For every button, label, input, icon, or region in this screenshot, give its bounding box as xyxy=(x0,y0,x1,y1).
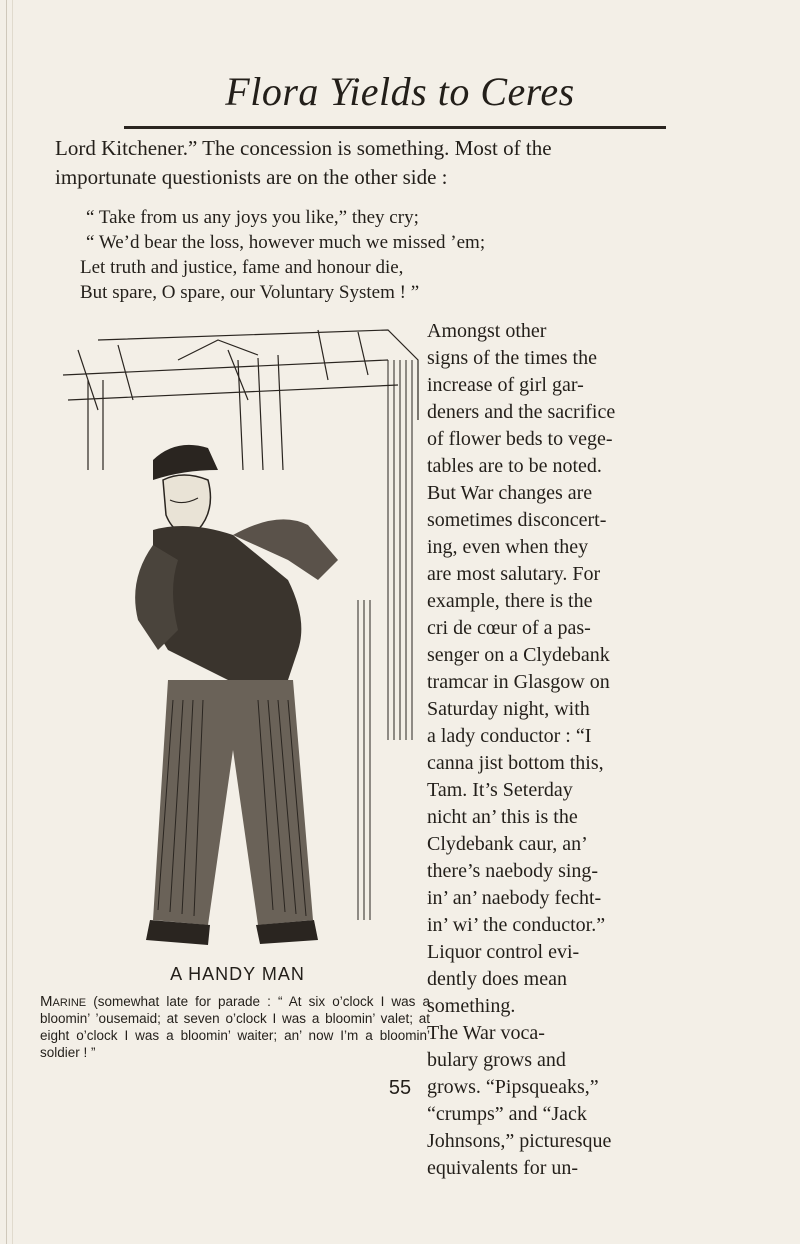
text-line: nicht an’ this is the xyxy=(427,806,578,828)
running-head: Flora Yields to Ceres xyxy=(225,69,575,114)
figure-caption xyxy=(40,993,430,1061)
verse-line: “ Take from us any joys you like,” they cry; xyxy=(86,207,419,228)
text-line: of flower beds to vege- xyxy=(427,428,613,450)
text-line: Lord Kitchener.” The concession is something. Most of the xyxy=(55,136,552,160)
text-line: something. xyxy=(427,995,516,1017)
text-line: The War voca- xyxy=(427,1022,545,1044)
text-line: Saturday night, with xyxy=(427,698,590,720)
caption-text: (somewhat late for parade : “ At six o’clock I was a bloomin’ ’ousemaid; at seven o’clock I was a bloomin’ valet; at eight o’clock I was a bloomin’ waiter; an’ now I’m a bloomin’ soldier ! ” xyxy=(40,994,430,1060)
caption-speaker: Marine xyxy=(40,993,87,1010)
text-line: in’ wi’ the conductor.” xyxy=(427,914,606,936)
header-rule xyxy=(124,126,666,129)
text-line: sometimes disconcert- xyxy=(427,509,607,531)
right-column-text xyxy=(427,318,763,1182)
text-line: Amongst other xyxy=(427,320,547,342)
text-line: importunate questionists are on the other side : xyxy=(55,165,448,189)
text-line: bulary grows and xyxy=(427,1049,566,1071)
text-line: cri de cœur of a pas- xyxy=(427,617,591,639)
verse-line: But spare, O spare, our Voluntary System ! ” xyxy=(80,282,420,303)
page-edge-line xyxy=(12,0,13,1244)
text-line: a lady conductor : “I xyxy=(427,725,592,747)
page-number: 55 xyxy=(388,1077,412,1099)
text-line: Clydebank caur, an’ xyxy=(427,833,588,855)
text-line: signs of the times the xyxy=(427,347,597,369)
verse-line: “ We’d bear the loss, however much we missed ’em; xyxy=(86,232,486,253)
cartoon-drawing xyxy=(58,320,422,958)
text-line: senger on a Clydebank xyxy=(427,644,610,666)
text-line: grows. “Pipsqueaks,” xyxy=(427,1076,599,1098)
text-line: equivalents for un- xyxy=(427,1157,579,1179)
figure-caption-title: A HANDY MAN xyxy=(170,964,305,984)
text-line: Liquor control evi- xyxy=(427,941,580,963)
verse-stanza xyxy=(80,205,740,305)
verse-line: Let truth and justice, fame and honour die, xyxy=(80,257,404,278)
text-line: there’s naebody sing- xyxy=(427,860,599,882)
paragraph-1 xyxy=(55,134,755,192)
text-line: are most salutary. For xyxy=(427,563,601,585)
text-line: example, there is the xyxy=(427,590,593,612)
text-line: tables are to be noted. xyxy=(427,455,602,477)
text-line: canna jist bottom this, xyxy=(427,752,604,774)
text-line: deners and the sacrifice xyxy=(427,401,616,423)
text-line: But War changes are xyxy=(427,482,593,504)
text-line: tramcar in Glasgow on xyxy=(427,671,610,693)
text-line: increase of girl gar- xyxy=(427,374,584,396)
illustration-marine-cartoon xyxy=(58,320,422,958)
text-line: Johnsons,” picturesque xyxy=(427,1130,612,1152)
page-edge-line xyxy=(6,0,7,1244)
text-line: Tam. It’s Seterday xyxy=(427,779,573,801)
text-line: in’ an’ naebody fecht- xyxy=(427,887,602,909)
text-line: ing, even when they xyxy=(427,536,589,558)
text-line: “crumps” and “Jack xyxy=(427,1103,587,1125)
text-line: dently does mean xyxy=(427,968,567,990)
